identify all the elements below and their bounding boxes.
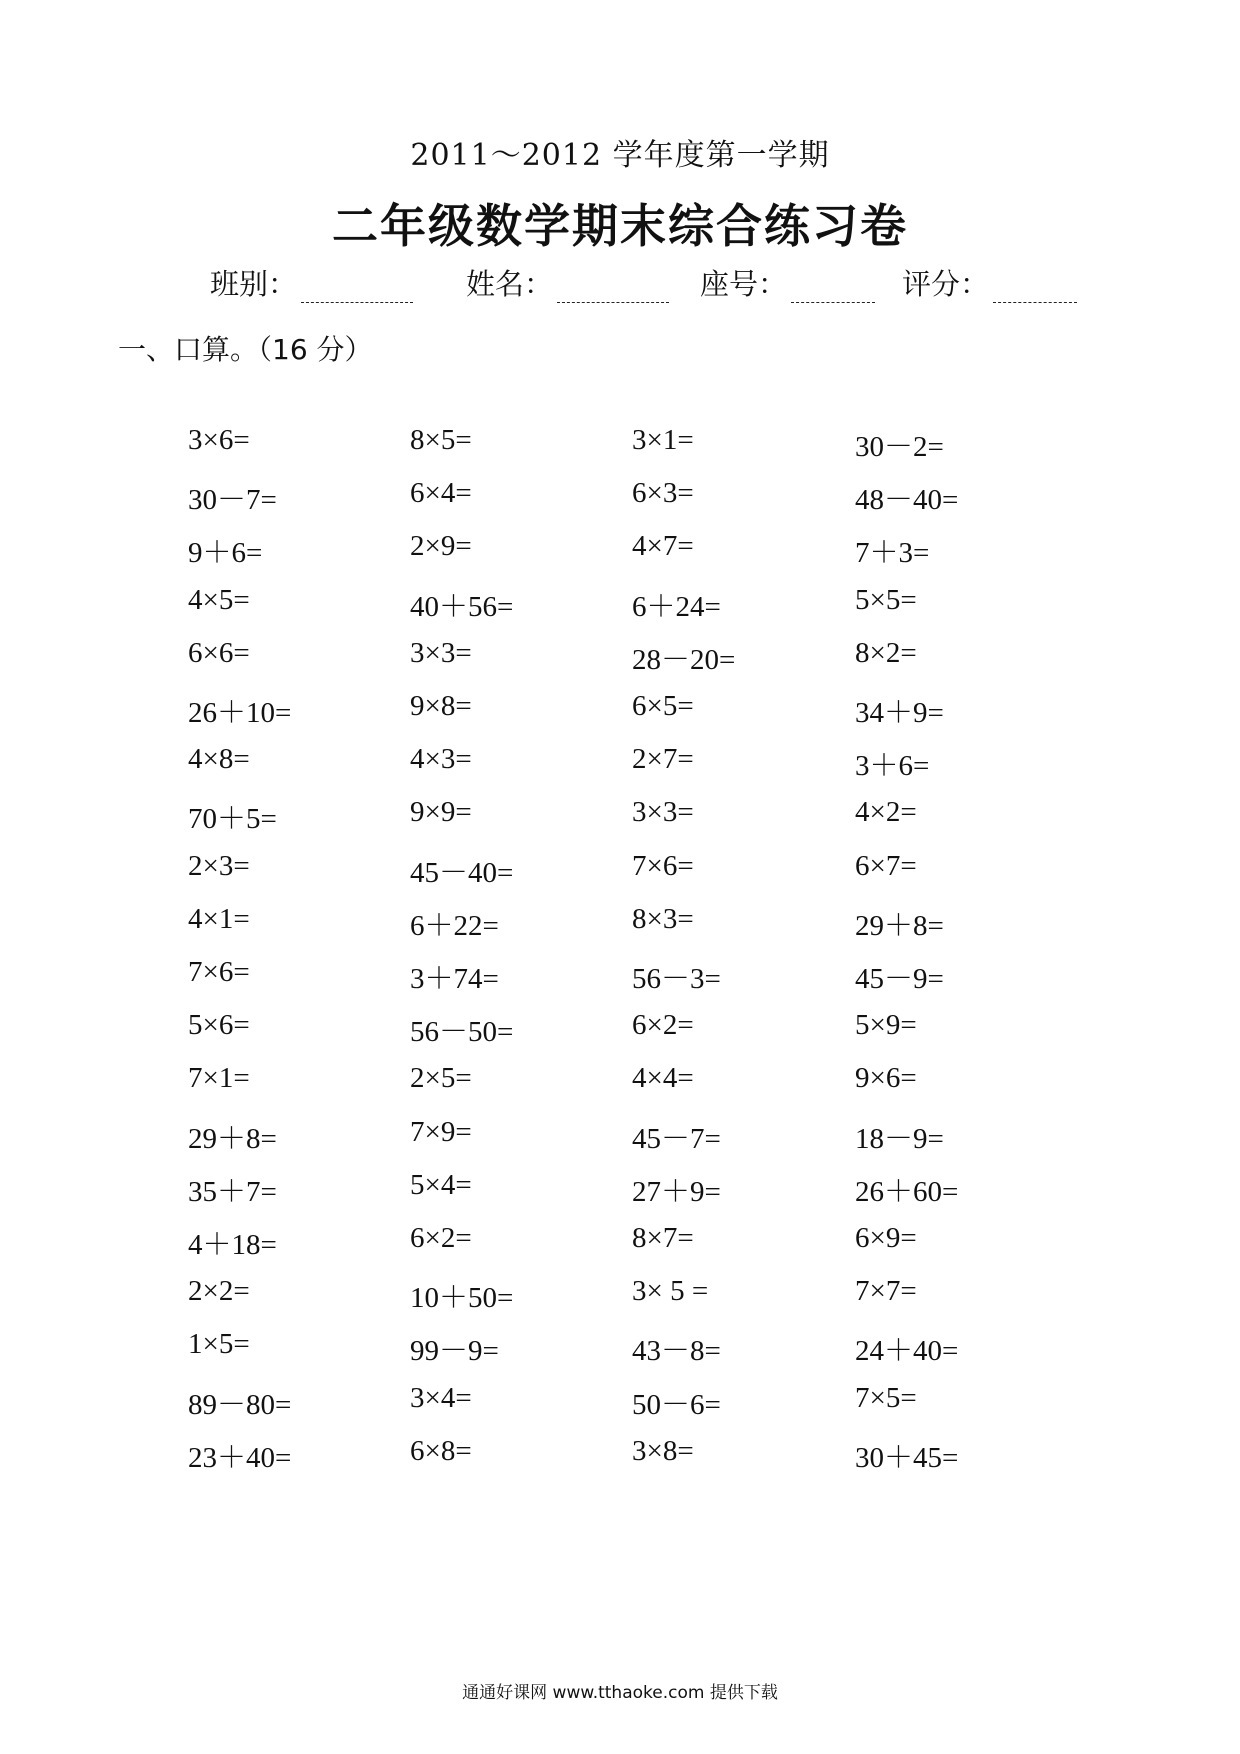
math-problem: 3×3= [632,796,694,829]
math-problem: 35＋7= [188,1175,277,1208]
math-problem: 2×7= [632,743,694,776]
math-problem: 7×9= [410,1115,472,1148]
problem-row [0,903,1240,957]
math-problem: 8×2= [855,636,917,669]
problem-row [0,424,1240,478]
problem-row [0,584,1240,638]
class-blank[interactable] [301,272,413,303]
problem-row [0,637,1240,691]
problem-row [0,956,1240,1010]
problem-row [0,477,1240,531]
math-problem: 29＋8= [188,1122,277,1155]
math-problem: 6×2= [410,1222,472,1254]
math-problem: 4×7= [632,530,694,563]
math-problem: 29＋8= [855,909,944,942]
problem-row [0,796,1240,850]
math-problem: 70＋5= [188,803,277,836]
math-problem: 56－50= [410,1016,514,1049]
math-problem: 23＋40= [188,1441,292,1474]
math-problem: 3×1= [632,424,694,456]
math-problem: 6×3= [632,477,694,510]
math-problem: 26＋60= [855,1175,959,1208]
problem-row [0,1009,1240,1063]
math-problem: 7×6= [632,849,694,882]
math-problem: 9×9= [410,796,472,829]
math-problem: 4×2= [855,796,917,829]
math-problem: 9＋6= [188,537,263,570]
problem-row [0,743,1240,797]
math-problem: 4×5= [188,583,250,616]
math-problem: 3×8= [632,1434,694,1467]
problem-row [0,850,1240,904]
math-problem: 5×6= [188,1009,250,1042]
math-problem: 9×8= [410,690,472,722]
math-problem: 50－6= [632,1388,721,1421]
name-field [466,262,669,303]
math-problem: 6×6= [188,636,250,669]
problem-row [0,1169,1240,1223]
seat-blank[interactable] [791,272,875,303]
math-problem: 30－2= [855,431,944,463]
math-problem: 30－7= [188,484,277,517]
math-problem: 6×4= [410,477,472,510]
class-field [210,262,413,303]
math-problem: 45－40= [410,856,514,889]
math-problem: 8×5= [410,424,472,456]
math-problem: 1×5= [188,1328,250,1361]
math-problem: 4×8= [188,743,250,776]
math-problem: 28－20= [632,643,736,676]
math-problem: 2×2= [188,1275,250,1308]
score-blank[interactable] [993,272,1077,303]
section-1-title: 一、口算。（16 分） [118,333,373,366]
math-problem: 7×6= [188,956,250,988]
math-problem: 5×4= [410,1168,472,1201]
problem-row [0,1275,1240,1329]
math-problem: 3×4= [410,1381,472,1414]
seat-field [700,262,875,303]
name-label: 姓名： [466,267,554,301]
problem-row [0,1328,1240,1382]
math-problem: 27＋9= [632,1175,721,1208]
exam-title: 二年级数学期末综合练习卷 [332,199,908,253]
math-problem: 3×6= [188,424,250,456]
problem-row [0,1382,1240,1436]
math-problem: 4×4= [632,1062,694,1095]
seat-label: 座号： [700,267,788,301]
footer-source: 通通好课网 www.tthaoke.com 提供下载 [462,1683,778,1703]
math-problem: 34＋9= [855,697,944,729]
math-problem: 7＋3= [855,537,930,570]
problem-row [0,690,1240,744]
math-problem: 7×7= [855,1275,917,1308]
problem-row [0,1062,1240,1116]
math-problem: 56－3= [632,963,721,995]
math-problem: 6×2= [632,1009,694,1042]
math-problem: 43－8= [632,1335,721,1368]
math-problem: 40＋56= [410,590,514,623]
math-problem: 2×5= [410,1062,472,1095]
math-problem: 2×3= [188,849,250,882]
problem-row [0,530,1240,584]
math-problem: 30＋45= [855,1441,959,1474]
math-problem: 45－7= [632,1122,721,1155]
math-problem: 24＋40= [855,1335,959,1368]
math-problem: 4×3= [410,743,472,776]
name-blank[interactable] [557,272,669,303]
student-info-line [210,262,1110,306]
math-problem: 8×7= [632,1222,694,1254]
problem-row [0,1116,1240,1170]
math-problem: 10＋50= [410,1282,514,1315]
math-problem: 6＋22= [410,909,499,942]
problem-row [0,1435,1240,1489]
math-problem: 3×3= [410,636,472,669]
math-problem: 18－9= [855,1122,944,1155]
math-problem: 9×6= [855,1062,917,1095]
math-problem: 3× 5 = [632,1275,709,1308]
math-problem: 99－9= [410,1335,499,1368]
math-problem: 4＋18= [188,1229,277,1261]
math-problem: 3＋6= [855,750,930,783]
score-label: 评分： [902,267,990,301]
score-field [902,262,1077,303]
problem-row [0,1222,1240,1276]
math-problem: 8×3= [632,902,694,935]
math-problem: 45－9= [855,963,944,995]
math-problem: 5×5= [855,583,917,616]
math-problem: 3＋74= [410,963,499,995]
math-problem: 4×1= [188,902,250,935]
math-problem: 89－80= [188,1388,292,1421]
math-problem: 2×9= [410,530,472,563]
math-problem: 7×1= [188,1062,250,1095]
math-problem: 5×9= [855,1009,917,1042]
math-problem: 26＋10= [188,697,292,729]
math-problem: 6＋24= [632,590,721,623]
math-problem: 48－40= [855,484,959,517]
math-problem: 7×5= [855,1381,917,1414]
term-subtitle: 2011～2012 学年度第一学期 [410,138,830,173]
math-problem: 6×9= [855,1222,917,1254]
class-label: 班别： [210,267,298,301]
math-problem: 6×7= [855,849,917,882]
math-problem: 6×8= [410,1434,472,1467]
math-problem: 6×5= [632,690,694,722]
